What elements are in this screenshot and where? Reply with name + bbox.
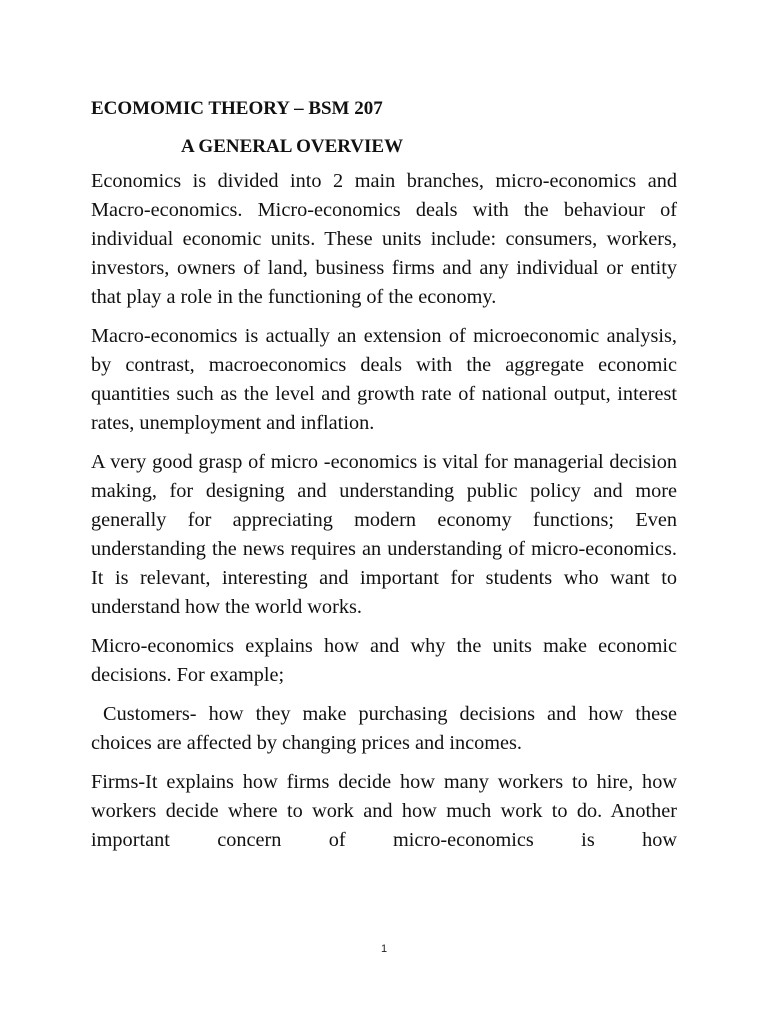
- paragraph-economics-branches: Economics is divided into 2 main branches, micro-economics and Macro-economics. Micro-economics deals with the behaviour of individual economic units. These units include: consumers, workers, investors, owners of land, business firms and any individual or entity that play a role in the functioning of the economy.: [91, 170, 677, 308]
- paragraph-micro-importance: A very good grasp of micro -economics is vital for managerial decision making, for designing and understanding public policy and more generally for appreciating modern economy functions; Even understanding the news requires an understanding of micro-economics. It is relevant, interesting and important for students who want to understand how the world works.: [91, 451, 677, 618]
- paragraph-firms: Firms-It explains how firms decide how many workers to hire, how workers decide where to work and how much work to do. Another important concern of micro-economics is how: [91, 771, 677, 851]
- paragraph-customers: Customers- how they make purchasing decisions and how these choices are affected by changing prices and incomes.: [91, 703, 683, 754]
- document-body: [91, 94, 683, 855]
- document-subtitle: A GENERAL OVERVIEW: [181, 136, 404, 157]
- paragraph-micro-explains: Micro-economics explains how and why the units make economic decisions. For example;: [91, 635, 677, 686]
- paragraph-macroeconomics: Macro-economics is actually an extension of microeconomic analysis, by contrast, macroeconomics deals with the aggregate economic quantities such as the level and growth rate of national output, interest rates, unemployment and inflation.: [91, 325, 677, 434]
- document-title: ECOMOMIC THEORY – BSM 207: [91, 98, 383, 119]
- page-number: 1: [380, 943, 388, 955]
